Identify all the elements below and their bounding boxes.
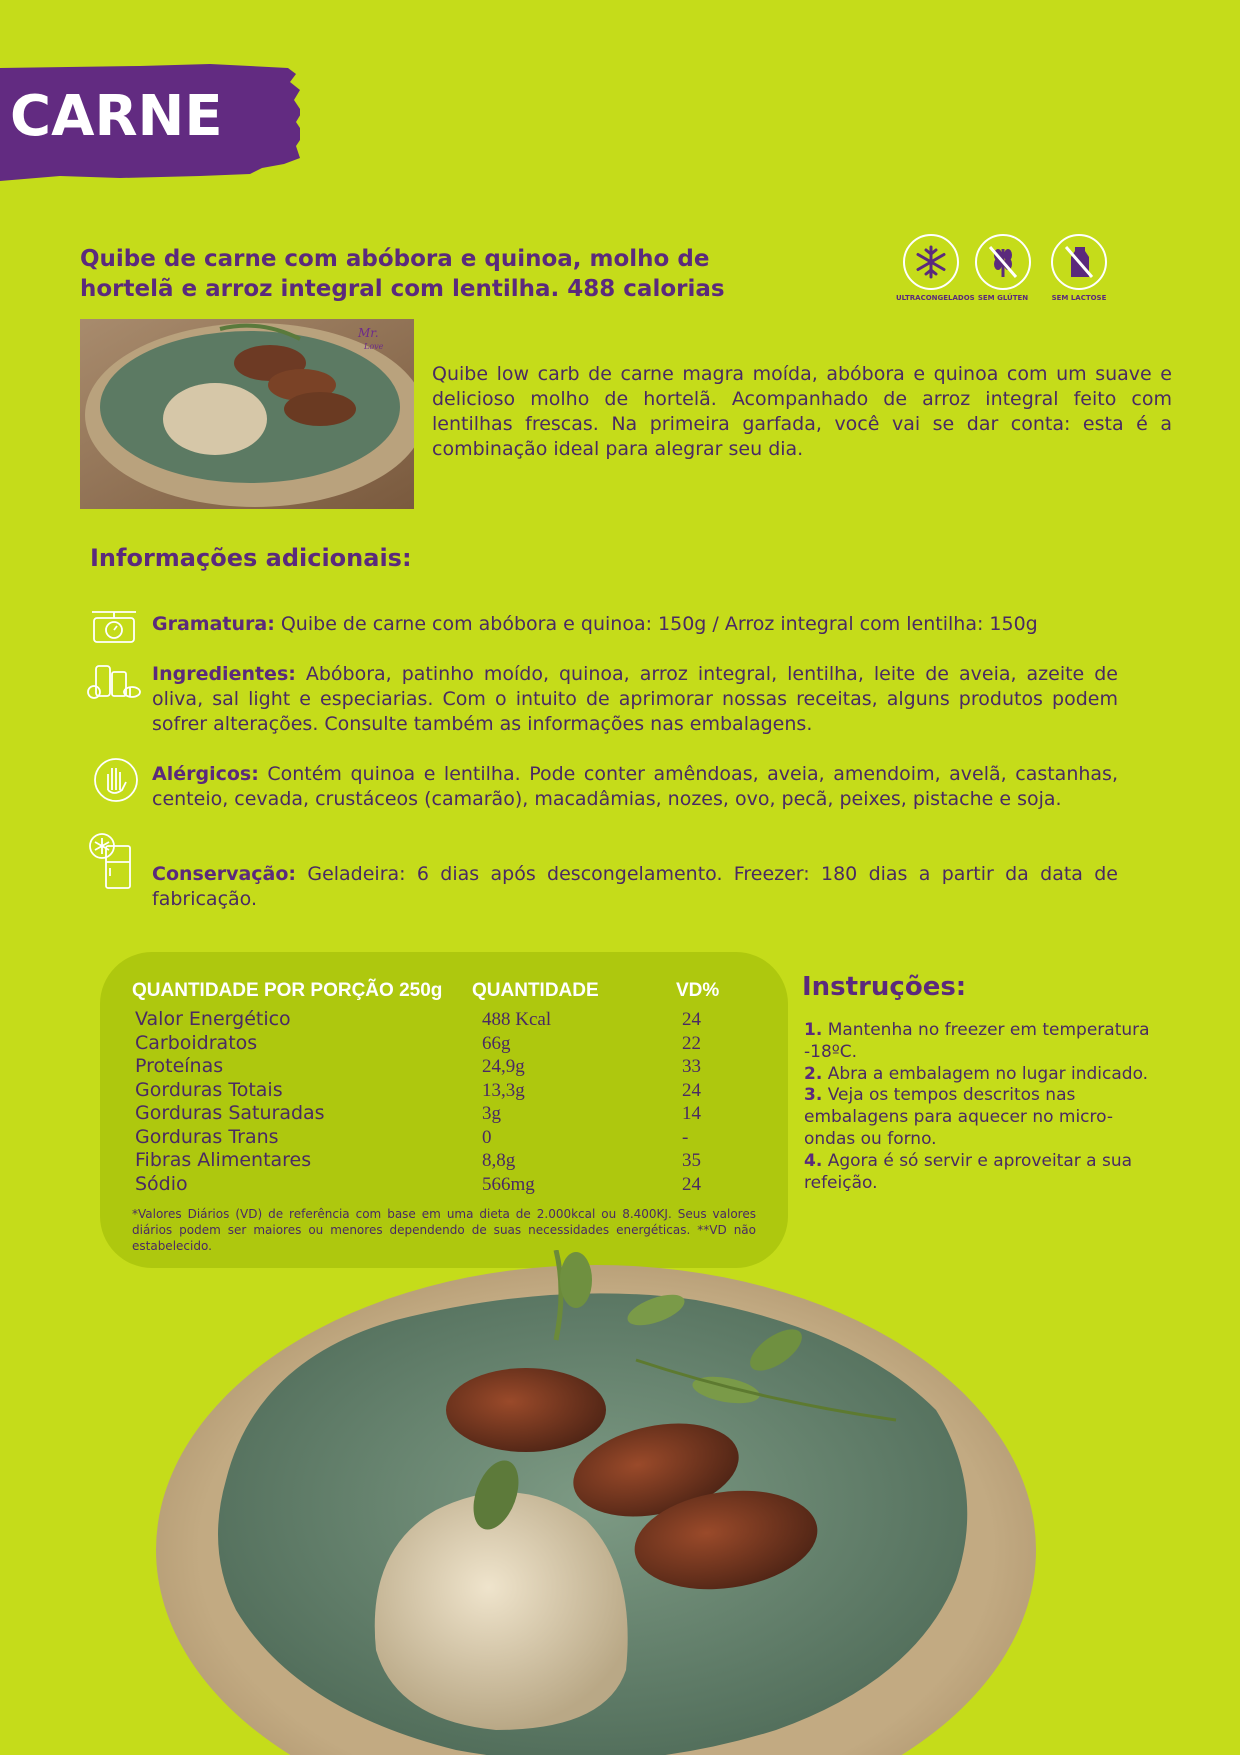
table-row: Gorduras Saturadas 3g 14 (135, 1102, 701, 1124)
list-item: 2. Abra a embalagem no lugar indicado. (804, 1063, 1149, 1084)
table-row: Sódio 566mg 24 (135, 1172, 701, 1195)
meal-photo-large (136, 1250, 1036, 1755)
nutrition-header-row (132, 980, 756, 1008)
nutrition-table (132, 980, 756, 1196)
instructions-title: Instruções: (802, 972, 967, 1002)
ingredientes-label: Ingredientes: (152, 663, 296, 685)
headline-line-1: Quibe de carne com abóbora e quinoa, molho de (80, 246, 710, 272)
category-banner (0, 64, 300, 181)
thumb-logo-line-2: Love (364, 342, 384, 351)
badge-lactose-free (1044, 234, 1114, 302)
gramatura-label: Gramatura: (152, 613, 275, 635)
meal-illustration (80, 319, 414, 509)
alergicos-text: Contém quinoa e lentilha. Pode conter amêndoas, aveia, amendoim, avelã, castanhas, centeio, cevada, crustáceos (camarão), macadâmias, nozes, ovo, pecã, peixes, pistache e soja. (152, 763, 1118, 810)
table-row: Fibras Alimentares 8,8g 35 (135, 1149, 701, 1171)
list-item: 3. Veja os tempos descritos nas embalagens para aquecer no micro-ondas ou forno. (804, 1085, 1113, 1149)
info-gramatura (152, 612, 1118, 637)
nutrition-table-panel (100, 952, 788, 1268)
list-item: 1. Mantenha no freezer em temperatura -18ºC. (804, 1020, 1150, 1062)
info-alergicos (152, 762, 1118, 812)
nutrition-header-portion: QUANTIDADE POR PORÇÃO 250g (132, 980, 443, 1001)
ingredients-icon (86, 660, 142, 710)
ingredientes-text: Abóbora, patinho moído, quinoa, arroz integral, lentilha, leite de aveia, azeite de oliva, sal light e especiarias. Com o intuito de aprimorar nossas receitas, alguns produtos podem sofrer alterações. Consulte também as informações nas embalagens. (152, 663, 1118, 735)
milk-crossed-icon (1060, 243, 1098, 281)
info-ingredientes (152, 662, 1118, 737)
conservacao-text: Geladeira: 6 dias após descongelamento. Freezer: 180 dias a partir da data de fabricação. (152, 863, 1118, 910)
plate-illustration (136, 1250, 1036, 1755)
product-badges (896, 234, 1122, 304)
product-headline (80, 244, 780, 304)
conservacao-label: Conservação: (152, 863, 297, 885)
table-row: Gorduras Trans 0 - (135, 1125, 689, 1148)
allergy-hand-icon (86, 756, 142, 806)
badge-frozen (896, 234, 975, 302)
badge-label: SEM GLÚTEN (977, 294, 1029, 302)
nutrition-header-quantity: QUANTIDADE (472, 980, 599, 1001)
list-item: 4. Agora é só servir e aproveitar a sua refeição. (804, 1150, 1133, 1193)
product-thumbnail (80, 319, 414, 509)
fridge-icon (86, 832, 142, 892)
table-row: Gorduras Totais 13,3g 24 (135, 1078, 701, 1101)
wheat-crossed-icon (984, 243, 1022, 281)
instructions-list (804, 1020, 1164, 1194)
scale-icon (86, 606, 142, 656)
table-row: Valor Energético 488 Kcal 24 (135, 1008, 701, 1030)
thumb-logo-line-1: Mr. (358, 326, 379, 340)
headline-line-2: hortelã e arroz integral com lentilha. 488 calorias (80, 276, 725, 302)
category-title: CARNE (10, 84, 223, 149)
alergicos-label: Alérgicos: (152, 763, 259, 785)
product-description: Quibe low carb de carne magra moída, abóbora e quinoa com um suave e delicioso molho de hortelã. Acompanhado de arroz integral feito com lentilhas frescas. Na primeira garfada, você vai se dar conta: esta é a combinação ideal para alegrar seu dia. (432, 363, 1172, 460)
badge-label: SEM LACTOSE (1051, 294, 1107, 302)
nutrition-footnote: *Valores Diários (VD) de referência com base em uma dieta de 2.000kcal ou 8.400KJ. Seus valores diários podem ser maiores ou menores dependendo de suas necessidades energéticas. **VD não estabelecido. (132, 1207, 756, 1253)
snowflake-icon (913, 244, 949, 280)
table-row: Proteínas 24,9g 33 (135, 1055, 701, 1077)
gramatura-text: Quibe de carne com abóbora e quinoa: 150g / Arroz integral com lentilha: 150g (274, 613, 1038, 635)
badge-gluten-free (968, 234, 1038, 302)
nutrition-header-vd: VD% (676, 980, 720, 1001)
badge-label: ULTRACONGELADOS (896, 294, 975, 302)
info-section-title: Informações adicionais: (90, 544, 412, 572)
table-row: Carboidratos 66g 22 (135, 1031, 701, 1054)
info-conservacao (152, 862, 1118, 912)
